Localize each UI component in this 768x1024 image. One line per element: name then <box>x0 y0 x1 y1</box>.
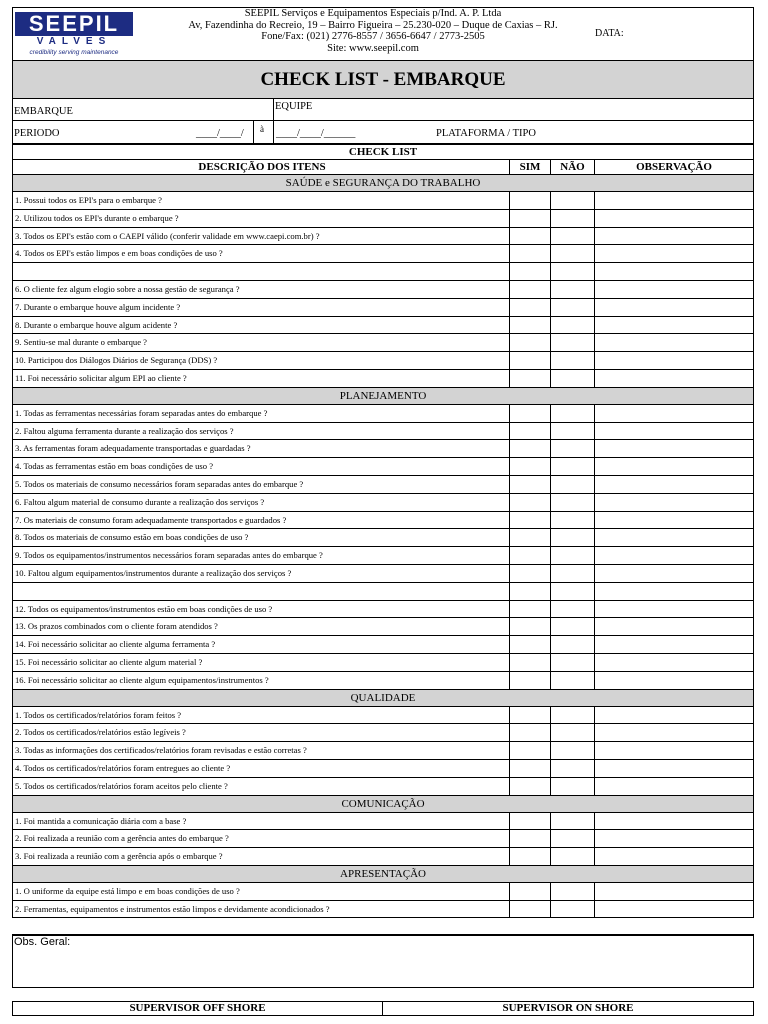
item-description: 7. Durante o embarque houve algum incidente ? <box>13 299 510 316</box>
checklist-item-row <box>13 759 753 777</box>
nao-checkbox-cell[interactable] <box>551 724 595 741</box>
checklist-item-row <box>13 439 753 457</box>
checklist-item-row <box>13 262 753 280</box>
date-to-field[interactable]: ____/____/______ <box>276 128 356 139</box>
item-description: 16. Foi necessário solicitar ao cliente algum equipamentos/instrumentos ? <box>13 672 510 689</box>
sim-checkbox-cell[interactable] <box>510 565 551 582</box>
observation-cell[interactable] <box>595 547 753 564</box>
sim-checkbox-cell[interactable] <box>510 601 551 618</box>
observation-cell[interactable] <box>595 601 753 618</box>
section-header: APRESENTAÇÃO <box>13 865 753 882</box>
company-site: Site: www.seepil.com <box>327 42 419 54</box>
item-description: 7. Os materiais de consumo foram adequadamente transportados e guardados ? <box>13 512 510 529</box>
observation-cell[interactable] <box>595 778 753 795</box>
item-description: 1. Foi mantida a comunicação diária com a base ? <box>13 813 510 830</box>
item-description: 4. Todos os certificados/relatórios foram entregues ao cliente ? <box>13 760 510 777</box>
nao-checkbox-cell[interactable] <box>551 901 595 918</box>
checklist-item-row <box>13 369 753 387</box>
company-address: Av, Fazendinha do Recreio, 19 – Bairro Figueira – 25.230-020 – Duque de Caxias – RJ. <box>188 19 558 31</box>
checklist-item-row <box>13 582 753 600</box>
checklist-item-row <box>13 280 753 298</box>
nao-checkbox-cell[interactable] <box>551 547 595 564</box>
observation-cell[interactable] <box>595 901 753 918</box>
item-description: 13. Os prazos combinados com o cliente foram atendidos ? <box>13 618 510 635</box>
nao-checkbox-cell[interactable] <box>551 529 595 546</box>
signature-row <box>12 1001 754 1016</box>
observation-cell[interactable] <box>595 299 753 316</box>
nao-checkbox-cell[interactable] <box>551 263 595 280</box>
col-header-sim: SIM <box>510 160 551 174</box>
item-description: 5. Todos os certificados/relatórios foram aceitos pelo cliente ? <box>13 778 510 795</box>
nao-checkbox-cell[interactable] <box>551 476 595 493</box>
checklist-item-row <box>13 351 753 369</box>
observation-cell[interactable] <box>595 529 753 546</box>
checklist-item-row <box>13 316 753 334</box>
item-description: 1. Possui todos os EPI's para o embarque ? <box>13 192 510 209</box>
sim-checkbox-cell[interactable] <box>510 583 551 600</box>
checklist-item-row <box>13 404 753 422</box>
sim-checkbox-cell[interactable] <box>510 760 551 777</box>
checklist-item-row <box>13 422 753 440</box>
sim-checkbox-cell[interactable] <box>510 370 551 387</box>
checklist-item-row <box>13 333 753 351</box>
observation-cell[interactable] <box>595 440 753 457</box>
sim-checkbox-cell[interactable] <box>510 813 551 830</box>
checklist-item-row <box>13 298 753 316</box>
company-info <box>163 8 583 54</box>
sim-checkbox-cell[interactable] <box>510 618 551 635</box>
sim-checkbox-cell[interactable] <box>510 423 551 440</box>
observation-cell[interactable] <box>595 423 753 440</box>
observation-cell[interactable] <box>595 618 753 635</box>
observation-cell[interactable] <box>595 317 753 334</box>
observation-cell[interactable] <box>595 672 753 689</box>
sim-checkbox-cell[interactable] <box>510 281 551 298</box>
date-from-field[interactable]: ____/____/ <box>196 128 244 139</box>
checklist-item-row <box>13 777 753 795</box>
sim-checkbox-cell[interactable] <box>510 352 551 369</box>
supervisor-on-shore-label: SUPERVISOR ON SHORE <box>502 1002 634 1014</box>
sim-checkbox-cell[interactable] <box>510 830 551 847</box>
sim-checkbox-cell[interactable] <box>510 192 551 209</box>
sim-checkbox-cell[interactable] <box>510 210 551 227</box>
observation-cell[interactable] <box>595 883 753 900</box>
checklist-table <box>12 144 754 918</box>
checklist-item-row <box>13 671 753 689</box>
company-header <box>12 7 754 61</box>
checklist-item-row <box>13 706 753 724</box>
observation-cell[interactable] <box>595 636 753 653</box>
item-description: 4. Todas as ferramentas estão em boas condições de uso ? <box>13 458 510 475</box>
observation-cell[interactable] <box>595 512 753 529</box>
sim-checkbox-cell[interactable] <box>510 672 551 689</box>
nao-checkbox-cell[interactable] <box>551 317 595 334</box>
item-description: 1. O uniforme da equipe está limpo e em boas condições de uso ? <box>13 883 510 900</box>
item-description: 9. Todos os equipamentos/instrumentos necessários foram separadas antes do embarque ? <box>13 547 510 564</box>
observation-cell[interactable] <box>595 405 753 422</box>
sim-checkbox-cell[interactable] <box>510 724 551 741</box>
observation-cell[interactable] <box>595 848 753 865</box>
nao-checkbox-cell[interactable] <box>551 334 595 351</box>
checklist-item-row <box>13 511 753 529</box>
observation-cell[interactable] <box>595 334 753 351</box>
nao-checkbox-cell[interactable] <box>551 423 595 440</box>
nao-checkbox-cell[interactable] <box>551 742 595 759</box>
logo-wordmark: SEEPIL <box>15 12 133 36</box>
nao-checkbox-cell[interactable] <box>551 512 595 529</box>
observation-cell[interactable] <box>595 494 753 511</box>
observation-cell[interactable] <box>595 370 753 387</box>
observation-cell[interactable] <box>595 654 753 671</box>
nao-checkbox-cell[interactable] <box>551 760 595 777</box>
info-fields <box>12 99 754 144</box>
sim-checkbox-cell[interactable] <box>510 317 551 334</box>
checklist-title: CHECK LIST <box>13 144 753 159</box>
company-phone: Fone/Fax: (021) 2776-8557 / 3656-6647 / 2773-2505 <box>261 31 485 42</box>
observation-cell[interactable] <box>595 458 753 475</box>
supervisor-off-shore-label: SUPERVISOR OFF SHORE <box>13 1002 383 1015</box>
observation-cell[interactable] <box>595 742 753 759</box>
sim-checkbox-cell[interactable] <box>510 512 551 529</box>
sim-checkbox-cell[interactable] <box>510 707 551 724</box>
observation-cell[interactable] <box>595 724 753 741</box>
logo-subtitle: VALVES <box>36 36 112 47</box>
sim-checkbox-cell[interactable] <box>510 228 551 245</box>
item-description: 2. Utilizou todos os EPI's durante o embarque ? <box>13 210 510 227</box>
nao-checkbox-cell[interactable] <box>551 583 595 600</box>
nao-checkbox-cell[interactable] <box>551 707 595 724</box>
sim-checkbox-cell[interactable] <box>510 263 551 280</box>
nao-checkbox-cell[interactable] <box>551 813 595 830</box>
item-description: 2. Todos os certificados/relatórios estão legíveis ? <box>13 724 510 741</box>
nao-checkbox-cell[interactable] <box>551 672 595 689</box>
nao-checkbox-cell[interactable] <box>551 440 595 457</box>
col-header-nao: NÃO <box>551 160 595 174</box>
sim-checkbox-cell[interactable] <box>510 883 551 900</box>
item-description: 1. Todos os certificados/relatórios foram feitos ? <box>13 707 510 724</box>
sim-checkbox-cell[interactable] <box>510 476 551 493</box>
sim-checkbox-cell[interactable] <box>510 778 551 795</box>
item-description: 3. Foi realizada a reunião com a gerência após o embarque ? <box>13 848 510 865</box>
checklist-item-row <box>13 847 753 865</box>
divider <box>273 121 274 143</box>
sim-checkbox-cell[interactable] <box>510 334 551 351</box>
nao-checkbox-cell[interactable] <box>551 458 595 475</box>
observation-cell[interactable] <box>595 476 753 493</box>
checklist-item-row <box>13 900 753 918</box>
divider <box>253 121 254 143</box>
checklist-item-row <box>13 653 753 671</box>
sim-checkbox-cell[interactable] <box>510 654 551 671</box>
general-observations-box[interactable] <box>12 934 754 988</box>
info-row-embarque <box>13 99 753 121</box>
date-to-separator: à <box>260 124 264 134</box>
item-description: 3. As ferramentas foram adequadamente transportadas e guardadas ? <box>13 440 510 457</box>
sim-checkbox-cell[interactable] <box>510 405 551 422</box>
sim-checkbox-cell[interactable] <box>510 458 551 475</box>
observation-cell[interactable] <box>595 830 753 847</box>
checklist-item-row <box>13 209 753 227</box>
checklist-item-row <box>13 227 753 245</box>
company-logo <box>15 12 133 60</box>
sim-checkbox-cell[interactable] <box>510 742 551 759</box>
checklist-item-row <box>13 191 753 209</box>
form-title: CHECK LIST - EMBARQUE <box>12 61 754 99</box>
nao-checkbox-cell[interactable] <box>551 228 595 245</box>
sim-checkbox-cell[interactable] <box>510 245 551 262</box>
item-description: 6. Faltou algum material de consumo durante a realização dos serviços ? <box>13 494 510 511</box>
nao-checkbox-cell[interactable] <box>551 883 595 900</box>
sim-checkbox-cell[interactable] <box>510 529 551 546</box>
section-header: PLANEJAMENTO <box>13 387 753 404</box>
observation-cell[interactable] <box>595 813 753 830</box>
checklist-item-row <box>13 617 753 635</box>
checklist-item-row <box>13 475 753 493</box>
sim-checkbox-cell[interactable] <box>510 901 551 918</box>
sim-checkbox-cell[interactable] <box>510 494 551 511</box>
checklist-item-row <box>13 741 753 759</box>
nao-checkbox-cell[interactable] <box>551 299 595 316</box>
periodo-label: PERIODO <box>14 128 60 139</box>
nao-checkbox-cell[interactable] <box>551 352 595 369</box>
item-description: 10. Faltou algum equipamentos/instrumentos durante a realização dos serviços ? <box>13 565 510 582</box>
sim-checkbox-cell[interactable] <box>510 848 551 865</box>
checklist-item-row <box>13 723 753 741</box>
item-description: 2. Faltou alguma ferramenta durante a realização dos serviços ? <box>13 423 510 440</box>
col-header-desc: DESCRIÇÃO DOS ITENS <box>13 160 510 174</box>
nao-checkbox-cell[interactable] <box>551 245 595 262</box>
section-header: SAÚDE e SEGURANÇA DO TRABALHO <box>13 174 753 191</box>
observation-cell[interactable] <box>595 707 753 724</box>
checklist-item-row <box>13 812 753 830</box>
item-description: 6. O cliente fez algum elogio sobre a nossa gestão de segurança ? <box>13 281 510 298</box>
sim-checkbox-cell[interactable] <box>510 299 551 316</box>
sim-checkbox-cell[interactable] <box>510 636 551 653</box>
nao-checkbox-cell[interactable] <box>551 848 595 865</box>
nao-checkbox-cell[interactable] <box>551 281 595 298</box>
nao-checkbox-cell[interactable] <box>551 565 595 582</box>
checklist-header-row <box>13 159 753 174</box>
nao-checkbox-cell[interactable] <box>551 601 595 618</box>
checklist-item-row <box>13 635 753 653</box>
sim-checkbox-cell[interactable] <box>510 440 551 457</box>
section-header: COMUNICAÇÃO <box>13 795 753 812</box>
item-description: 3. Todas as informações dos certificados/relatórios foram revisadas e estão corretas ? <box>13 742 510 759</box>
observation-cell[interactable] <box>595 583 753 600</box>
checklist-item-row <box>13 244 753 262</box>
item-description <box>13 263 510 280</box>
nao-checkbox-cell[interactable] <box>551 192 595 209</box>
item-description: 1. Todas as ferramentas necessárias foram separadas antes do embarque ? <box>13 405 510 422</box>
nao-checkbox-cell[interactable] <box>551 370 595 387</box>
observation-cell[interactable] <box>595 210 753 227</box>
item-description: 8. Durante o embarque houve algum acidente ? <box>13 317 510 334</box>
observation-cell[interactable] <box>595 281 753 298</box>
item-description: 10. Participou dos Diálogos Diários de Segurança (DDS) ? <box>13 352 510 369</box>
observation-cell[interactable] <box>595 245 753 262</box>
nao-checkbox-cell[interactable] <box>551 405 595 422</box>
section-header: QUALIDADE <box>13 689 753 706</box>
nao-checkbox-cell[interactable] <box>551 636 595 653</box>
checklist-item-row <box>13 829 753 847</box>
item-description: 5. Todos os materiais de consumo necessários foram separadas antes do embarque ? <box>13 476 510 493</box>
nao-checkbox-cell[interactable] <box>551 494 595 511</box>
nao-checkbox-cell[interactable] <box>551 210 595 227</box>
plataforma-label: PLATAFORMA / TIPO <box>436 128 536 139</box>
checklist-item-row <box>13 564 753 582</box>
item-description: 8. Todos os materiais de consumo estão em boas condições de uso ? <box>13 529 510 546</box>
nao-checkbox-cell[interactable] <box>551 654 595 671</box>
observation-cell[interactable] <box>595 352 753 369</box>
checklist-item-row <box>13 493 753 511</box>
divider <box>273 99 274 120</box>
checklist-item-row <box>13 546 753 564</box>
col-header-obs: OBSERVAÇÃO <box>636 161 712 173</box>
item-description: 15. Foi necessário solicitar ao cliente algum material ? <box>13 654 510 671</box>
sim-checkbox-cell[interactable] <box>510 547 551 564</box>
observation-cell[interactable] <box>595 228 753 245</box>
date-label: DATA: <box>595 28 624 39</box>
observation-cell[interactable] <box>595 192 753 209</box>
checklist-item-row <box>13 457 753 475</box>
item-description: 14. Foi necessário solicitar ao cliente alguma ferramenta ? <box>13 636 510 653</box>
logo-tagline: credibility serving maintenance <box>29 49 119 56</box>
item-description: 3. Todos os EPI's estão com o CAEPI válido (conferir validade em www.caepi.com.br) ? <box>13 228 510 245</box>
observation-cell[interactable] <box>595 760 753 777</box>
item-description: 2. Foi realizada a reunião com a gerência antes do embarque ? <box>13 830 510 847</box>
item-description: 2. Ferramentas, equipamentos e instrumentos estão limpos e devidamente acondicionados ? <box>13 901 510 918</box>
checklist-item-row <box>13 882 753 900</box>
company-name: SEEPIL Serviços e Equipamentos Especiais p/Ind. A. P. Ltda <box>244 8 502 19</box>
checklist-item-row <box>13 600 753 618</box>
checklist-item-row <box>13 528 753 546</box>
item-description <box>13 583 510 600</box>
general-observations-label: Obs. Geral: <box>14 936 71 948</box>
item-description: 4. Todos os EPI's estão limpos e em boas condições de uso ? <box>13 245 510 262</box>
embarque-label: EMBARQUE <box>14 106 73 117</box>
item-description: 11. Foi necessário solicitar algum EPI ao cliente ? <box>13 370 510 387</box>
observation-cell[interactable] <box>595 565 753 582</box>
observation-cell[interactable] <box>595 263 753 280</box>
item-description: 12. Todos os equipamentos/instrumentos estão em boas condições de uso ? <box>13 601 510 618</box>
equipe-label: EQUIPE <box>275 101 313 112</box>
item-description: 9. Sentiu-se mal durante o embarque ? <box>13 334 510 351</box>
nao-checkbox-cell[interactable] <box>551 778 595 795</box>
nao-checkbox-cell[interactable] <box>551 618 595 635</box>
nao-checkbox-cell[interactable] <box>551 830 595 847</box>
